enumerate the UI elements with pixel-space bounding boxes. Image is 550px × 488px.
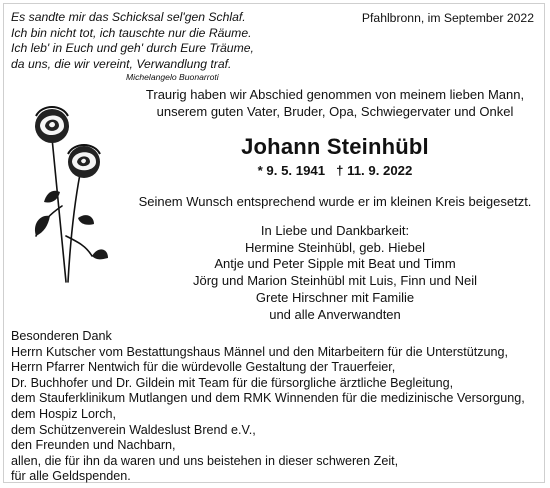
family-line: Jörg und Marion Steinhübl mit Luis, Finn und Neil <box>193 273 477 289</box>
thanks-line: den Freunden und Nachbarn, <box>11 438 176 453</box>
family-line: In Liebe und Dankbarkeit: <box>260 223 410 238</box>
deceased-name: Johann Steinhübl <box>241 134 429 159</box>
poem-line: Es sandte mir das Schicksal sel'gen Schlaf. <box>11 10 246 24</box>
thanks-line: dem Stauferklinikum Mutlangen und dem RMK Winnenden für die medizinische Versorgung, <box>11 391 525 406</box>
poem-line: da uns, die wir vereint, Verwandlung traf. <box>11 56 232 71</box>
poem <box>11 10 311 83</box>
thanks-line: für alle Geldspenden. <box>11 469 131 484</box>
family-line: Grete Hirschner mit Familie <box>255 289 415 305</box>
intro-line: Traurig haben wir Abschied genommen von meinem lieben Mann, <box>145 87 525 102</box>
family-signatures <box>130 223 540 323</box>
poem-author: Michelangelo Buonarroti <box>126 72 219 82</box>
thanks-line: Herrn Kutscher vom Bestattungshaus Männel und den Mitarbeitern für die Unterstützung, <box>11 344 509 359</box>
thanks-heading: Besonderen Dank <box>11 329 112 343</box>
thanks-line: dem Hospiz Lorch, <box>11 406 116 421</box>
intro-text <box>130 87 540 120</box>
thanks-line: allen, die für ihn da waren und uns beistehen in dieser schweren Zeit, <box>11 453 399 468</box>
thanks-line: Dr. Buchhofer und Dr. Gildein mit Team für die fürsorgliche ärztliche Begleitung, <box>11 375 454 390</box>
intro-line: unserem guten Vater, Bruder, Opa, Schwiegervater und Onkel <box>156 103 514 119</box>
place-date: Pfahlbronn, im September 2022 <box>361 11 534 25</box>
poem-line: Ich leb' in Euch und geh' durch Eure Träume, <box>11 41 254 55</box>
burial-note: Seinem Wunsch entsprechend wurde er im kleinen Kreis beigesetzt. <box>138 194 532 209</box>
thanks-line: dem Schützenverein Waldeslust Brend e.V., <box>11 422 256 437</box>
acknowledgements <box>11 329 541 485</box>
family-line: Hermine Steinhübl, geb. Hiebel <box>245 239 425 255</box>
rose-illustration <box>22 96 112 286</box>
thanks-line: Herrn Pfarrer Nentwich für die würdevolle Gestaltung der Trauerfeier, <box>11 360 396 375</box>
family-line: Antje und Peter Sipple mit Beat und Timm <box>214 256 456 272</box>
poem-line: Ich bin nicht tot, ich tauschte nur die Räume. <box>11 25 252 40</box>
family-line: und alle Anverwandten <box>269 306 401 322</box>
deceased-dates: * 9. 5. 1941 † 11. 9. 2022 <box>257 163 413 178</box>
